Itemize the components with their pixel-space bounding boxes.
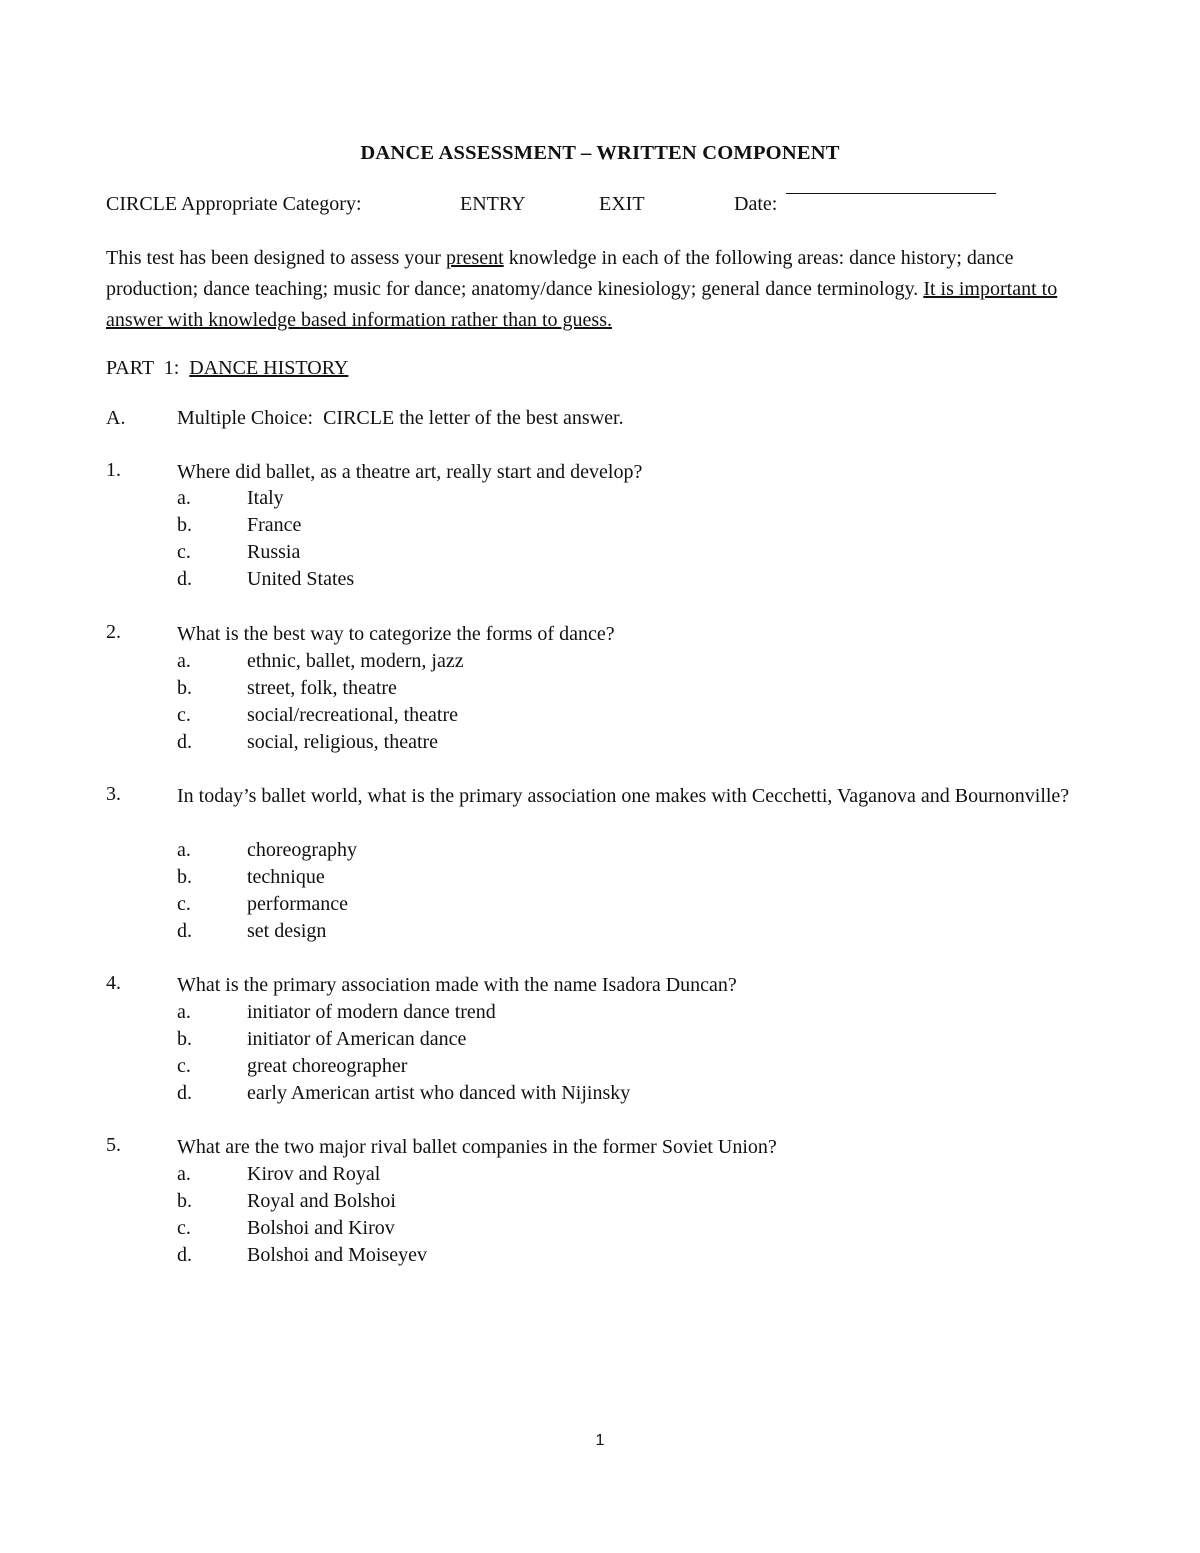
option-text: great choreographer <box>247 1055 408 1077</box>
option-text: social, religious, theatre <box>247 731 439 753</box>
page-number: 1 <box>595 1432 605 1449</box>
option-text: France <box>247 514 302 536</box>
option-letter: a. <box>177 1163 191 1185</box>
option-letter: b. <box>177 677 192 699</box>
intro-paragraph <box>106 243 1106 336</box>
intro-text-1: This test has been designed to assess your <box>106 247 446 269</box>
option-letter: c. <box>177 1055 191 1077</box>
category-row <box>106 193 1066 219</box>
option-text: early American artist who danced with Nijinsky <box>247 1082 631 1104</box>
option-text: Italy <box>247 487 284 509</box>
option-text: Kirov and Royal <box>247 1163 381 1185</box>
option-text: United States <box>247 568 355 590</box>
option-letter: d. <box>177 731 192 753</box>
option-text: Bolshoi and Moiseyev <box>247 1244 427 1266</box>
category-exit: EXIT <box>599 193 645 215</box>
question-number: 5. <box>106 1134 121 1156</box>
part-heading <box>106 357 348 380</box>
option-text: social/recreational, theatre <box>247 704 458 726</box>
option-letter: c. <box>177 893 191 915</box>
option-letter: a. <box>177 487 191 509</box>
intro-present: present <box>445 247 504 269</box>
option-text: ethnic, ballet, modern, jazz <box>247 650 464 672</box>
option-letter: d. <box>177 568 192 590</box>
option-text: performance <box>247 893 349 915</box>
option-letter: b. <box>177 514 192 536</box>
question-number: 3. <box>106 783 121 805</box>
option-letter: d. <box>177 1082 192 1104</box>
question-text: Where did ballet, as a theatre art, really start and develop? <box>177 461 643 483</box>
question-text: In today’s ballet world, what is the primary association one makes with Cecchetti, Vaganova and Bournonville? <box>177 785 1070 807</box>
option-letter: a. <box>177 1001 191 1023</box>
option-letter: d. <box>177 920 192 942</box>
date-blank-line <box>786 193 996 194</box>
option-text: Russia <box>247 541 301 563</box>
option-letter: c. <box>177 704 191 726</box>
date-label: Date: <box>734 193 778 215</box>
intro-important: It is important to answer with knowledge based information rather than to guess. <box>106 278 1058 331</box>
part-name: DANCE HISTORY <box>189 357 349 379</box>
category-label: CIRCLE Appropriate Category: <box>106 193 362 215</box>
intro-text-2: knowledge in each of the following areas: dance history; dance production; dance teaching; music for dance; anatomy/dance kinesiology; general dance terminology. <box>106 247 1014 300</box>
option-letter: a. <box>177 839 191 861</box>
option-text: street, folk, theatre <box>247 677 397 699</box>
option-letter: c. <box>177 1217 191 1239</box>
question-text: What is the best way to categorize the forms of dance? <box>177 623 615 645</box>
question-number: 4. <box>106 972 121 994</box>
part-prefix: PART 1: <box>106 357 190 379</box>
option-text: Royal and Bolshoi <box>247 1190 396 1212</box>
option-letter: d. <box>177 1244 192 1266</box>
option-letter: b. <box>177 866 192 888</box>
question-text: What is the primary association made with the name Isadora Duncan? <box>177 974 737 996</box>
question-number: 2. <box>106 621 121 643</box>
option-letter: b. <box>177 1190 192 1212</box>
category-entry: ENTRY <box>460 193 526 215</box>
option-text: technique <box>247 866 325 888</box>
option-text: Bolshoi and Kirov <box>247 1217 395 1239</box>
option-letter: b. <box>177 1028 192 1050</box>
question-number: 1. <box>106 459 121 481</box>
option-text: initiator of modern dance trend <box>247 1001 496 1023</box>
question-text: What are the two major rival ballet companies in the former Soviet Union? <box>177 1136 777 1158</box>
option-text: choreography <box>247 839 357 861</box>
page-title: DANCE ASSESSMENT – WRITTEN COMPONENT <box>360 142 840 164</box>
option-letter: c. <box>177 541 191 563</box>
section-letter: A. <box>106 407 126 429</box>
option-letter: a. <box>177 650 191 672</box>
option-text: initiator of American dance <box>247 1028 467 1050</box>
option-text: set design <box>247 920 327 942</box>
section-instruction: Multiple Choice: CIRCLE the letter of the best answer. <box>177 407 624 429</box>
